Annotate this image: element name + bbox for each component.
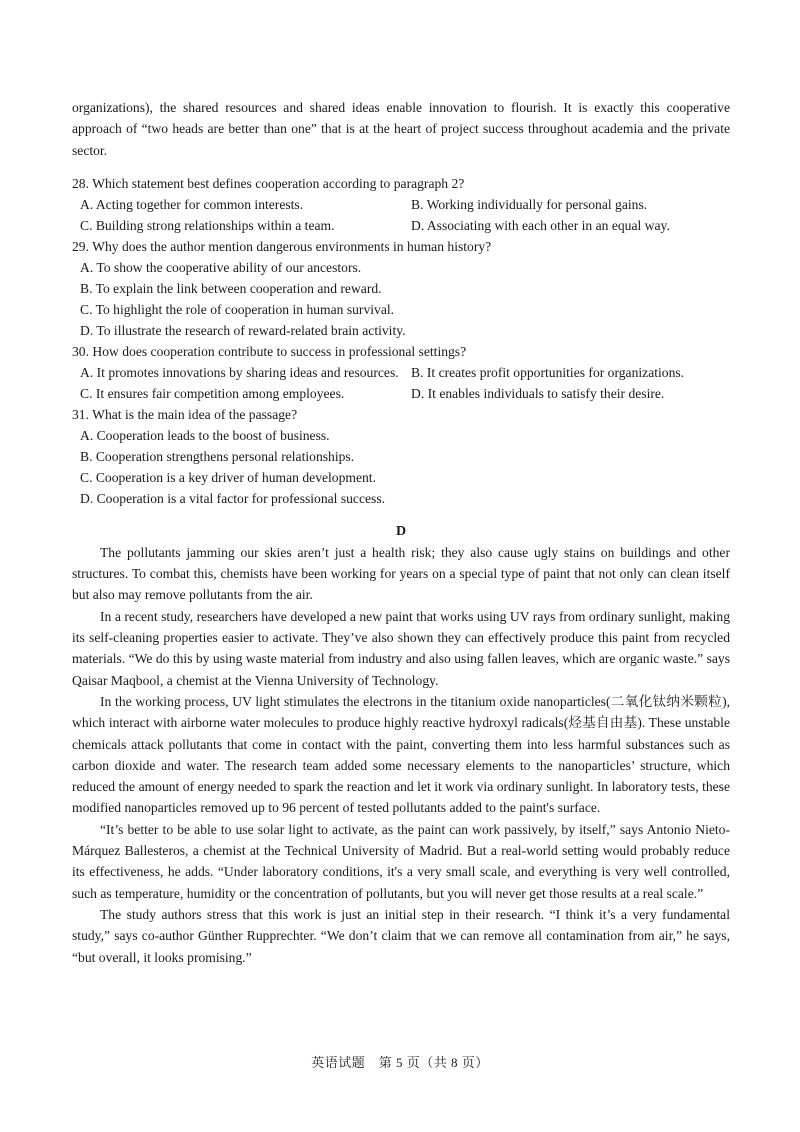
passage-paragraph: The pollutants jamming our skies aren’t just a health risk; they also cause ugly stains on buildings and other structures. To combat this, chemists have been working for years on a special type of paint that not only can clean itself but also may remove pollutants from the air. (72, 544, 730, 603)
option-b: B. Working individually for personal gains. (411, 196, 648, 212)
options-row (72, 194, 730, 215)
question-29 (72, 236, 730, 341)
option-a: A. To show the cooperative ability of our ancestors. (80, 259, 362, 275)
question-30 (72, 341, 730, 404)
option-c: C. Building strong relationships within a team. (80, 217, 335, 233)
option-d: D. Cooperation is a vital factor for professional success. (80, 490, 386, 506)
options-row (72, 383, 730, 404)
passage-paragraph: In a recent study, researchers have developed a new paint that works using UV rays from ordinary sunlight, making its self-cleaning properties easier to activate. They’ve also shown they can effectively produce this paint from recycled materials. “We do this by using waste material from industry and also using fallen leaves, which are organic waste.” says Qaisar Maqbool, a chemist at the Vienna University of Technology. (72, 608, 730, 688)
question-stem: 29. Why does the author mention dangerous environments in human history? (72, 238, 492, 254)
question-stem: 31. What is the main idea of the passage? (72, 406, 298, 422)
option-c: C. To highlight the role of cooperation in human survival. (80, 301, 395, 317)
passage-paragraph: In the working process, UV light stimulates the electrons in the titanium oxide nanoparticles(二氧化钛纳米颗粒), which interact with airborne water molecules to produce highly reactive hydroxyl radicals(烃基自由基). These unstable chemicals attack pollutants that come in contact with the paint, converting them into less harmful substances such as carbon dioxide and water. The research team added some necessary elements to the nanoparticles’ structure, which reduced the amount of energy needed to spark the reaction and let it work via ordinary sunlight. In laboratory tests, these modified nanoparticles removed up to 96 percent of tested pollutants added to the paint's surface. (72, 693, 730, 816)
option-b: B. To explain the link between cooperation and reward. (80, 280, 382, 296)
passage-paragraph: The study authors stress that this work is just an initial step in their research. “I think it’s a very fundamental study,” says co-author Günther Rupprechter. “We don’t claim that we can remove all contamination from air,” he says, “but overall, it looks promising.” (72, 906, 730, 965)
option-b: B. Cooperation strengthens personal relationships. (80, 448, 355, 464)
passage-d (72, 542, 730, 968)
option-d: D. Associating with each other in an equal way. (411, 217, 670, 233)
option-c: C. It ensures fair competition among employees. (80, 385, 345, 401)
option-a: A. Cooperation leads to the boost of business. (80, 427, 330, 443)
intro-paragraph: organizations), the shared resources and shared ideas enable innovation to flourish. It is exactly this cooperative approach of “two heads are better than one” that is at the heart of project success throughout academia and the private sector. (72, 100, 730, 158)
option-d: D. To illustrate the research of reward-related brain activity. (80, 322, 406, 338)
question-stem: 28. Which statement best defines cooperation according to paragraph 2? (72, 175, 465, 191)
option-a: A. Acting together for common interests. (80, 196, 304, 212)
option-c: C. Cooperation is a key driver of human development. (80, 469, 376, 485)
exam-page (72, 97, 730, 968)
option-d: D. It enables individuals to satisfy their desire. (411, 385, 665, 401)
page-footer: 英语试题 第 5 页（共 8 页） (311, 1055, 489, 1070)
option-b: B. It creates profit opportunities for organizations. (411, 364, 685, 380)
question-31 (72, 404, 730, 509)
question-stem: 30. How does cooperation contribute to success in professional settings? (72, 343, 467, 359)
option-a: A. It promotes innovations by sharing ideas and resources. (80, 364, 399, 380)
section-d-title: D (395, 523, 407, 539)
passage-paragraph: “It’s better to be able to use solar light to activate, as the paint can work passively, by itself,” says Antonio Nieto-Márquez Ballesteros, a chemist at the Technical University of Madrid. But a real-world setting would probably reduce its effectiveness, he adds. “Under laboratory conditions, it's a very small scale, and everything is very well controlled, such as temperature, humidity or the concentration of pollutants, but you will never get those results at a real scale.” (72, 821, 730, 901)
options-row (72, 215, 730, 236)
options-row (72, 362, 730, 383)
question-28 (72, 173, 730, 236)
